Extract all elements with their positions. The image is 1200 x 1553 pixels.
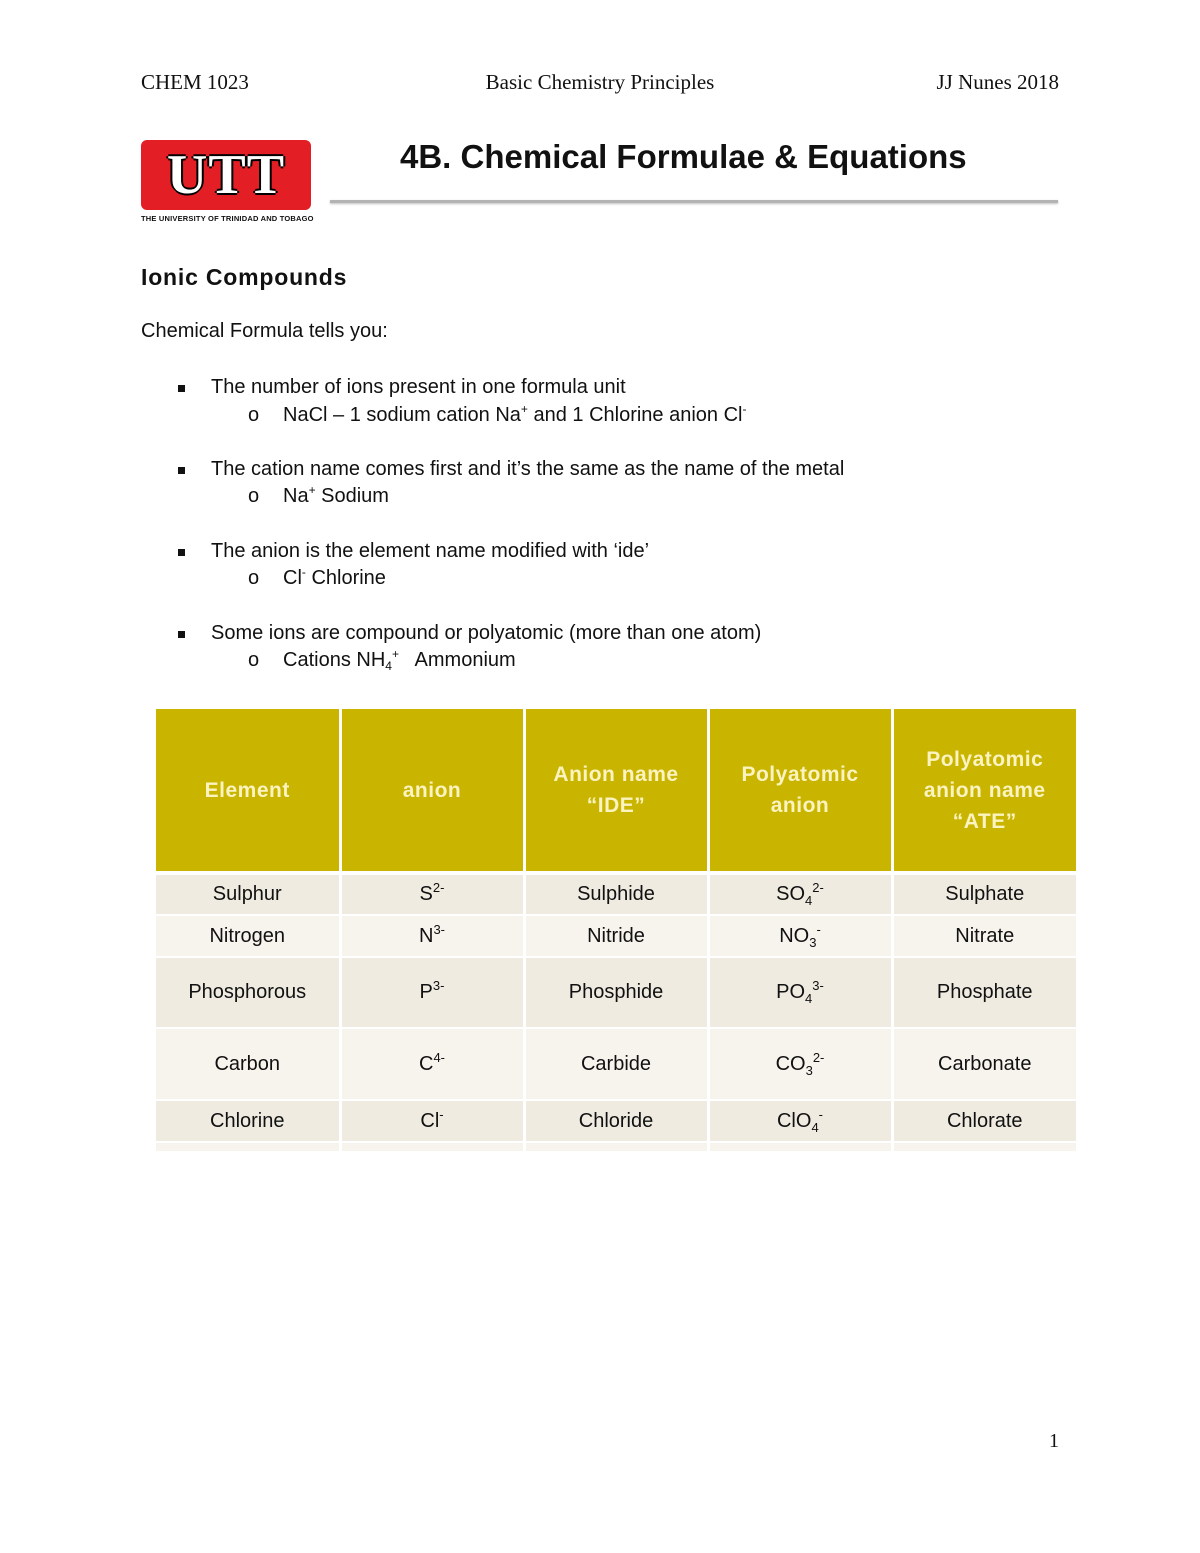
cell-ide-name: Carbide xyxy=(524,1028,708,1100)
cell-ate-name: Nitrate xyxy=(892,915,1076,957)
cell-polyatomic xyxy=(708,915,892,957)
circle-bullet-icon: o xyxy=(248,485,260,507)
sub-bullet-text xyxy=(283,567,386,590)
table-row xyxy=(156,957,1076,1028)
anion-symbol: N xyxy=(418,924,434,947)
cell-ate-name: Sulphate xyxy=(892,873,1076,915)
utt-logo xyxy=(141,140,313,230)
cell-ide-name: Nitride xyxy=(524,915,708,957)
charge-superscript: - xyxy=(742,402,747,416)
sub-bullet-prefix: Cl xyxy=(283,567,302,589)
count-subscript: 4 xyxy=(385,659,392,673)
column-header-polyatomic-name xyxy=(892,709,1076,873)
empty-cell xyxy=(340,1142,524,1152)
charge-superscript: + xyxy=(308,483,316,497)
sub-bullet-mid: Ammonium xyxy=(398,649,516,671)
sub-bullet-prefix: Cations NH xyxy=(283,649,386,671)
charge-superscript: 2- xyxy=(812,880,824,895)
header-text: Polyatomic anion name “ATE” xyxy=(923,747,1046,833)
header-author: JJ Nunes 2018 xyxy=(936,70,1059,94)
charge-superscript: 2- xyxy=(812,1049,825,1065)
cell-ide-name: Chloride xyxy=(524,1100,708,1142)
circle-bullet-icon: o xyxy=(248,404,260,426)
sub-bullet-text xyxy=(283,485,389,508)
charge-superscript: - xyxy=(816,921,821,937)
count-subscript: 3 xyxy=(805,1062,813,1078)
cell-ide-name: Phosphide xyxy=(524,957,708,1028)
header-course: CHEM 1023 xyxy=(141,70,249,94)
cell-anion xyxy=(340,1028,524,1100)
charge-superscript: 4- xyxy=(433,1049,445,1065)
cell-anion xyxy=(340,957,524,1028)
sub-bullet-mid: Sodium xyxy=(315,485,389,507)
column-header-polyatomic-anion xyxy=(708,709,892,873)
count-subscript: 4 xyxy=(805,991,813,1006)
bullet-square-icon xyxy=(178,467,185,474)
bullet-square-icon xyxy=(178,631,185,638)
table-row xyxy=(156,1100,1076,1142)
logo-text: UTT xyxy=(166,144,286,206)
cell-polyatomic xyxy=(708,1028,892,1100)
cell-element: Phosphorous xyxy=(156,957,340,1028)
table-row xyxy=(156,873,1076,915)
anion-symbol: C xyxy=(418,1052,434,1075)
circle-bullet-icon: o xyxy=(248,567,260,589)
logo-subtitle: THE UNIVERSITY OF TRINIDAD AND TOBAGO xyxy=(141,214,314,223)
polyatomic-symbol: NO xyxy=(779,924,810,947)
charge-superscript: 3- xyxy=(812,978,824,993)
cell-ate-name: Phosphate xyxy=(892,957,1076,1028)
polyatomic-symbol: SO xyxy=(776,883,806,905)
cell-ate-name: Chlorate xyxy=(892,1100,1076,1142)
cell-anion xyxy=(340,915,524,957)
cell-polyatomic xyxy=(708,1100,892,1142)
polyatomic-symbol: PO xyxy=(776,981,806,1003)
empty-cell xyxy=(156,1142,340,1152)
count-subscript: 4 xyxy=(805,893,813,908)
empty-cell xyxy=(524,1142,708,1152)
anion-symbol: Cl xyxy=(420,1109,440,1132)
column-header-anion: anion xyxy=(340,709,524,873)
bullet-text: The cation name comes first and it’s the same as the name of the metal xyxy=(211,458,845,480)
bullet-square-icon xyxy=(178,385,185,392)
circle-bullet-icon: o xyxy=(248,649,260,671)
sub-bullet-prefix: NaCl – 1 sodium cation Na xyxy=(283,404,521,426)
table-row xyxy=(156,915,1076,957)
cell-element: Carbon xyxy=(156,1028,340,1100)
table-row-empty xyxy=(156,1142,1076,1152)
cell-ate-name: Carbonate xyxy=(892,1028,1076,1100)
ion-table xyxy=(156,709,1076,1153)
title-divider xyxy=(330,200,1058,203)
sub-bullet-prefix: Na xyxy=(283,485,309,507)
page-number: 1 xyxy=(1049,1430,1059,1452)
cell-polyatomic xyxy=(708,873,892,915)
column-header-element: Element xyxy=(156,709,340,873)
bullet-square-icon xyxy=(178,549,185,556)
charge-superscript: 3- xyxy=(432,978,445,993)
section-heading: Ionic Compounds xyxy=(141,264,348,290)
sub-bullet-mid: and 1 Chlorine anion Cl xyxy=(527,404,743,426)
cell-ide-name: Sulphide xyxy=(524,873,708,915)
count-subscript: 3 xyxy=(809,934,817,950)
cell-anion xyxy=(340,873,524,915)
charge-superscript: + xyxy=(520,402,528,416)
table-header-row xyxy=(156,709,1076,873)
header-text: Anion name “IDE” xyxy=(553,763,679,817)
page-title: 4B. Chemical Formulae & Equations xyxy=(400,138,967,175)
polyatomic-symbol: CO xyxy=(775,1052,806,1075)
bullet-text: Some ions are compound or polyatomic (more than one atom) xyxy=(211,622,762,644)
bullet-text: The number of ions present in one formula unit xyxy=(211,376,626,398)
header-subject: Basic Chemistry Principles xyxy=(485,70,715,94)
cell-element: Nitrogen xyxy=(156,915,340,957)
cell-element: Chlorine xyxy=(156,1100,340,1142)
sub-bullet-mid: Chlorine xyxy=(305,567,386,589)
column-header-anion-name xyxy=(524,709,708,873)
intro-text: Chemical Formula tells you: xyxy=(141,320,388,342)
bullet-text: The anion is the element name modified with ‘ide’ xyxy=(211,540,650,562)
charge-superscript: 3- xyxy=(433,921,445,937)
sub-bullet-text xyxy=(283,404,747,427)
charge-superscript: + xyxy=(391,647,399,661)
sub-bullet-text xyxy=(283,649,516,672)
count-subscript: 4 xyxy=(811,1119,819,1135)
charge-superscript: - xyxy=(439,1106,444,1122)
anion-symbol: S xyxy=(419,883,433,905)
empty-cell xyxy=(708,1142,892,1152)
cell-anion xyxy=(340,1100,524,1142)
charge-superscript: 2- xyxy=(432,880,445,895)
anion-symbol: P xyxy=(419,981,433,1003)
charge-superscript: - xyxy=(818,1106,824,1122)
table-row xyxy=(156,1028,1076,1100)
charge-superscript: - xyxy=(301,565,306,579)
cell-element: Sulphur xyxy=(156,873,340,915)
polyatomic-symbol: ClO xyxy=(776,1109,812,1132)
empty-cell xyxy=(892,1142,1076,1152)
cell-polyatomic xyxy=(708,957,892,1028)
header-text: Polyatomic anion xyxy=(741,763,859,817)
